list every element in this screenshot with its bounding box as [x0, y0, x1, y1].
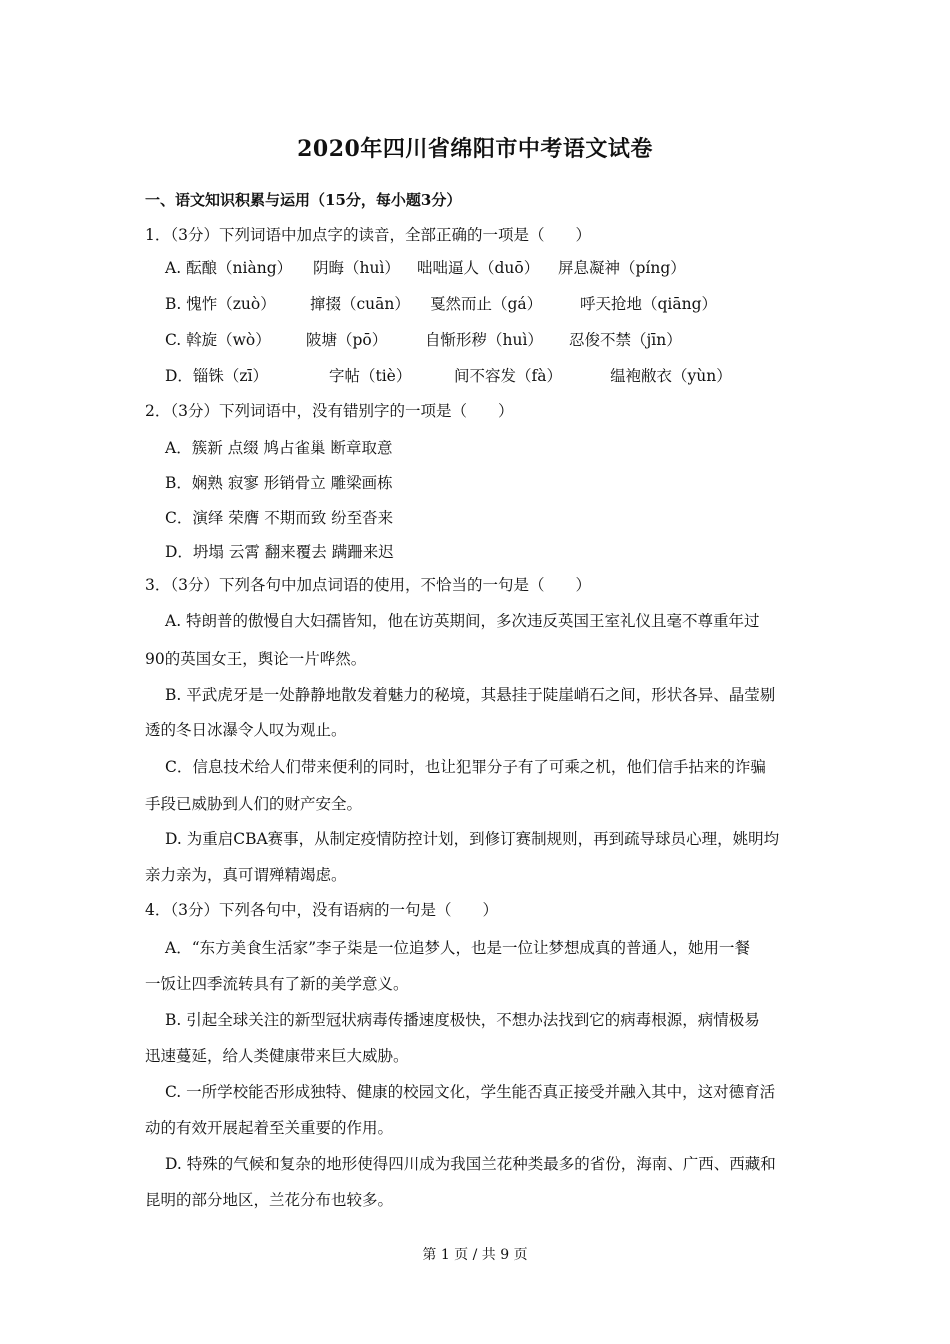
q1-option-b-1: B. 愧怍（zuò） — [165, 295, 276, 313]
q1-option-b-3: 戛然而止（gá） — [430, 295, 543, 313]
page-footer: 第 1 页 / 共 9 页 — [422, 1247, 528, 1263]
q1-option-a-3: 咄咄逼人（duō） — [417, 259, 540, 277]
q3-option-c-line2: 手段已威胁到人们的财产安全。 — [145, 795, 363, 813]
question-4-stem: 4．（3分）下列各句中，没有语病的一句是（ ） — [145, 901, 498, 919]
q1-option-b-4: 呼天抢地（qiāng） — [580, 295, 718, 313]
q2-option-d: D．坍塌 云霄 翻来覆去 蹒跚来迟 — [165, 543, 394, 561]
q4-option-a-line2: 一饭让四季流转具有了新的美学意义。 — [145, 975, 409, 993]
q1-option-c-1: C. 斡旋（wò） — [165, 331, 271, 349]
q3-option-a-line2: 90的英国女王，舆论一片哗然。 — [145, 650, 367, 668]
q3-option-b-line1: B. 平武虎牙是一处静静地散发着魅力的秘境，其悬挂于陡崖峭石之间，形状各异、晶莹剔 — [165, 686, 776, 704]
q3-option-b-line2: 透的冬日冰瀑令人叹为观止。 — [145, 721, 347, 739]
q2-option-a: A．簇新 点缀 鸠占雀巢 断章取意 — [165, 439, 393, 457]
q1-option-d-1: D．锱铢（zī） — [165, 367, 269, 385]
question-2-stem: 2．（3分）下列词语中，没有错别字的一项是（ ） — [145, 402, 514, 420]
q4-option-a-line1: A．“东方美食生活家”李子柒是一位追梦人，也是一位让梦想成真的普通人，她用一餐 — [165, 939, 751, 957]
q1-option-d-4: 缊袍敝衣（yùn） — [610, 367, 732, 385]
q1-option-c-2: 陂塘（pō） — [306, 331, 388, 349]
q2-option-b: B．娴熟 寂寥 形销骨立 雕梁画栋 — [165, 474, 393, 492]
q2-option-c: C．演绎 荣膺 不期而致 纷至沓来 — [165, 509, 394, 527]
q4-option-d-line2: 昆明的部分地区，兰花分布也较多。 — [145, 1191, 394, 1209]
q1-option-d-3: 间不容发（fà） — [454, 367, 562, 385]
q3-option-d-line1: D. 为重启CBA赛事，从制定疫情防控计划，到修订赛制规则，再到疏导球员心理，姚明均 — [165, 830, 780, 848]
q1-option-a-2: 阴晦（huì） — [313, 259, 400, 277]
q1-option-b-2: 撺掇（cuān） — [310, 295, 410, 313]
q1-option-c-3: 自惭形秽（huì） — [425, 331, 543, 349]
q4-option-b-line2: 迅速蔓延，给人类健康带来巨大威胁。 — [145, 1047, 409, 1065]
q3-option-d-line2: 亲力亲为，真可谓殚精竭虑。 — [145, 866, 347, 884]
q1-option-a-1: A. 酝酿（niàng） — [165, 259, 293, 277]
q3-option-a-line1: A. 特朗普的傲慢自大妇孺皆知，他在访英期间，多次违反英国王室礼仪且毫不尊重年过 — [165, 612, 760, 630]
q4-option-c-line1: C. 一所学校能否形成独特、健康的校园文化，学生能否真正接受并融入其中，这对德育活 — [165, 1083, 776, 1101]
q1-option-c-4: 忍俊不禁（jīn） — [569, 331, 682, 349]
q4-option-c-line2: 动的有效开展起着至关重要的作用。 — [145, 1119, 394, 1137]
question-1-stem: 1．（3分）下列词语中加点字的读音，全部正确的一项是（ ） — [145, 226, 591, 244]
q4-option-d-line1: D. 特殊的气候和复杂的地形使得四川成为我国兰花种类最多的省份，海南、广西、西藏和 — [165, 1155, 776, 1173]
q4-option-b-line1: B. 引起全球关注的新型冠状病毒传播速度极快，不想办法找到它的病毒根源，病情极易 — [165, 1011, 760, 1029]
section-heading: 一、语文知识积累与运用（15分，每小题3分） — [145, 191, 462, 209]
q1-option-d-2: 字帖（tiè） — [329, 367, 412, 385]
question-3-stem: 3．（3分）下列各句中加点词语的使用，不恰当的一句是（ ） — [145, 576, 591, 594]
page-title: 2020年四川省绵阳市中考语文试卷 — [297, 136, 653, 162]
q1-option-a-4: 屏息凝神（píng） — [558, 259, 686, 277]
q3-option-c-line1: C．信息技术给人们带来便利的同时，也让犯罪分子有了可乘之机，他们信手拈来的诈骗 — [165, 758, 766, 776]
